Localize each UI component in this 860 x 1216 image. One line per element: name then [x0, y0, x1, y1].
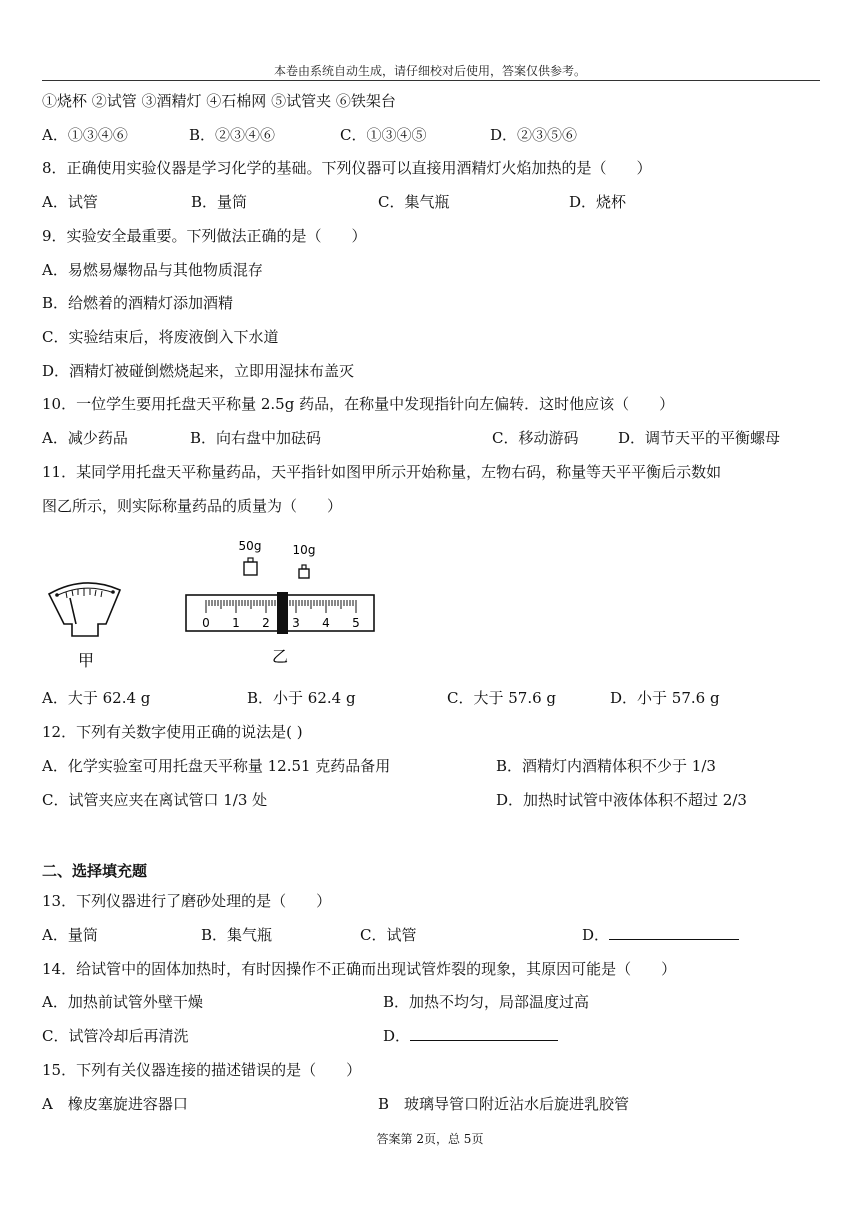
- figure-yi-label: 乙: [271, 647, 289, 666]
- q13-answer-blank[interactable]: [609, 924, 739, 940]
- scale-tick-label: 2: [262, 616, 270, 630]
- figure-jia-label: 甲: [77, 651, 95, 670]
- weight-10g-label: 10g: [292, 543, 316, 557]
- q12-stem: 12．下列有关数字使用正确的说法是( ): [42, 723, 303, 741]
- q7-option-a: A．①③④⑥: [42, 126, 128, 144]
- page-header: 本卷由系统自动生成，请仔细校对后使用，答案仅供参考。: [273, 64, 586, 78]
- scale-tick-label: 1: [232, 616, 240, 630]
- rider-slider: [277, 592, 288, 634]
- scale-tick-label: 4: [322, 616, 330, 630]
- q8-option-a: A．试管: [42, 193, 98, 211]
- q7-option-b: B．②③④⑥: [189, 126, 276, 144]
- q10-option-a: A．减少药品: [42, 429, 128, 447]
- q7-option-c: C．①③④⑤: [340, 126, 427, 144]
- q12-option-d: D．加热时试管中液体体积不超过 2/3: [496, 791, 747, 809]
- header-rule: [42, 80, 820, 81]
- q9-option-d: D．酒精灯被碰倒燃烧起来，立即用湿抹布盖灭: [42, 362, 355, 380]
- q12-option-b: B．酒精灯内酒精体积不少于 1/3: [496, 757, 716, 775]
- q8-stem: 8．正确使用实验仪器是学习化学的基础。下列仪器可以直接用酒精灯火焰加热的是（ ）: [42, 159, 652, 177]
- q7-items: ①烧杯 ②试管 ③酒精灯 ④石棉网 ⑤试管夹 ⑥铁架台: [42, 92, 396, 110]
- q15-stem: 15．下列有关仪器连接的描述错误的是（ ）: [42, 1061, 362, 1079]
- q13-option-a: A．量筒: [42, 926, 98, 944]
- scale-tick-label: 5: [352, 616, 360, 630]
- q14-option-a: A．加热前试管外壁干燥: [42, 993, 203, 1011]
- q13-option-d-label: D．: [582, 926, 610, 944]
- q9-option-c: C．实验结束后，将废液倒入下水道: [42, 328, 279, 346]
- q14-option-c: C．试管冷却后再清洗: [42, 1027, 189, 1045]
- q10-option-c: C．移动游码: [492, 429, 579, 447]
- q11-option-a: A．大于 62.4 g: [42, 689, 151, 707]
- figure-jia: [44, 572, 134, 672]
- page-footer: 答案第 2页，总 5页: [376, 1132, 484, 1146]
- q15-option-b: B 玻璃导管口附近沾水后旋进乳胶管: [378, 1095, 630, 1113]
- q10-stem: 10．一位学生要用托盘天平称量 2.5g 药品，在称量中发现指针向左偏转．这时他应该（ ）: [42, 395, 675, 413]
- section-title: 二、选择填充题: [42, 862, 148, 880]
- q7-option-d: D．②③⑤⑥: [490, 126, 578, 144]
- scale-tick-label: 0: [202, 616, 210, 630]
- q13-option-c: C．试管: [360, 926, 417, 944]
- q14-option-b: B．加热不均匀，局部温度过高: [383, 993, 590, 1011]
- figure-yi: [180, 538, 390, 668]
- q15-option-a: A 橡皮塞旋进容器口: [42, 1095, 188, 1113]
- q10-option-d: D．调节天平的平衡螺母: [618, 429, 781, 447]
- q9-option-b: B．给燃着的酒精灯添加酒精: [42, 294, 234, 312]
- q11-stem-line2: 图乙所示，则实际称量药品的质量为（ ）: [42, 497, 343, 515]
- q9-stem: 9．实验安全最重要。下列做法正确的是（ ）: [42, 227, 367, 245]
- q13-stem: 13．下列仪器进行了磨砂处理的是（ ）: [42, 892, 332, 910]
- q13-option-d: [582, 924, 739, 945]
- q8-option-c: C．集气瓶: [378, 193, 450, 211]
- q10-option-b: B．向右盘中加砝码: [190, 429, 322, 447]
- q11-stem-line1: 11．某同学用托盘天平称量药品，天平指针如图甲所示开始称量，左物右码，称量等天平平衡后示数如: [42, 463, 722, 481]
- q11-option-c: C．大于 57.6 g: [447, 689, 557, 707]
- q9-option-a: A．易燃易爆物品与其他物质混存: [42, 261, 263, 279]
- q11-option-d: D．小于 57.6 g: [610, 689, 720, 707]
- weight-10g-icon: [299, 569, 309, 578]
- q13-option-b: B．集气瓶: [201, 926, 273, 944]
- q11-option-b: B．小于 62.4 g: [247, 689, 356, 707]
- scale-tick-label: 3: [292, 616, 300, 630]
- q12-option-a: A．化学实验室可用托盘天平称量 12.51 克药品备用: [42, 757, 391, 775]
- q14-answer-blank[interactable]: [410, 1025, 558, 1041]
- q8-option-d: D．烧杯: [569, 193, 627, 211]
- q8-option-b: B．量筒: [191, 193, 248, 211]
- weight-50g-icon: [244, 562, 257, 575]
- q12-option-c: C．试管夹应夹在离试管口 1/3 处: [42, 791, 268, 809]
- weight-50g-label: 50g: [238, 539, 262, 553]
- q14-stem: 14．给试管中的固体加热时，有时因操作不正确而出现试管炸裂的现象，其原因可能是（ ）: [42, 960, 677, 978]
- q14-option-d-label: D．: [383, 1027, 411, 1045]
- q14-option-d: [383, 1025, 558, 1046]
